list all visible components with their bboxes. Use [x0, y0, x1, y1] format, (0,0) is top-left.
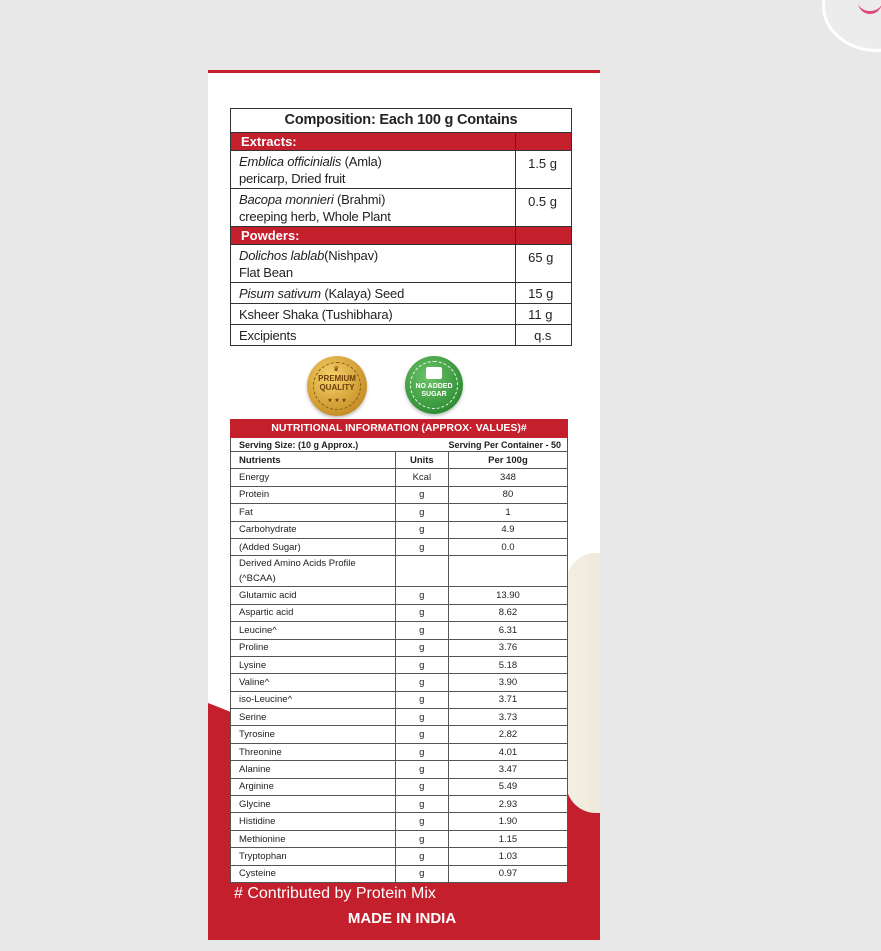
sugar-cube-icon [426, 367, 442, 379]
nutrition-column-headers [231, 452, 568, 469]
nutrition-row [231, 761, 568, 778]
nutrient-unit: Kcal [395, 469, 448, 486]
composition-row [231, 304, 572, 325]
nutrient-unit: g [395, 726, 448, 743]
ingredient-part: creeping herb, Whole Plant [239, 209, 391, 224]
ingredient-common-name: Excipients [239, 328, 297, 343]
nutrient-unit [395, 556, 448, 587]
nutrient-name: Proline [231, 639, 396, 656]
nutrient-name: Fat [231, 504, 396, 521]
nutrient-unit: g [395, 830, 448, 847]
nutrient-unit: g [395, 504, 448, 521]
nutrition-row [231, 865, 568, 882]
nutrition-row [231, 639, 568, 656]
ingredient-amount: 15 g [516, 283, 572, 304]
nutrition-row [231, 848, 568, 865]
nutrition-row [231, 587, 568, 604]
ingredient-amount: 65 g [516, 245, 572, 283]
composition-row [231, 189, 572, 227]
nutrient-name: Alanine [231, 761, 396, 778]
premium-quality-badge [307, 356, 367, 416]
crown-icon: ♛ [333, 366, 340, 373]
serving-row [231, 438, 568, 452]
serving-per-container: Serving Per Container - 50 [448, 438, 567, 452]
footnote-protein-mix: # Contributed by Protein Mix [234, 885, 436, 902]
nutrient-unit: g [395, 587, 448, 604]
nutrient-value: 4.9 [448, 521, 567, 538]
nutrition-row [231, 796, 568, 813]
composition-table [230, 108, 572, 346]
ingredient-name [231, 325, 516, 346]
nutrient-name: Serine [231, 709, 396, 726]
product-cream-visual [566, 553, 600, 813]
ingredient-botanical-name: Bacopa monnieri [239, 192, 334, 207]
nutrient-value: 3.71 [448, 691, 567, 708]
ingredient-name [231, 189, 516, 227]
nutrition-row [231, 830, 568, 847]
product-label-panel [208, 70, 600, 940]
nutrient-unit: g [395, 656, 448, 673]
nutrition-row [231, 538, 568, 555]
ingredient-name [231, 151, 516, 189]
nutrient-name: Energy [231, 469, 396, 486]
nutrient-unit: g [395, 848, 448, 865]
powders-section-label: Powders: [231, 227, 516, 245]
nutrient-unit: g [395, 796, 448, 813]
nutrient-name: Aspartic acid [231, 604, 396, 621]
ingredient-name [231, 304, 516, 325]
nutrient-unit: g [395, 761, 448, 778]
ingredient-botanical-name: Pisum sativum [239, 286, 321, 301]
sugar-badge-line1: NO ADDED [415, 383, 453, 390]
nutrient-unit: g [395, 709, 448, 726]
nutrient-name: Lysine [231, 656, 396, 673]
composition-title-row [231, 109, 572, 133]
nutrition-row [231, 726, 568, 743]
composition-row [231, 245, 572, 283]
nutrient-name: Leucine^ [231, 622, 396, 639]
nutrient-name: Methionine [231, 830, 396, 847]
ingredient-common-name: (Nishpav) [324, 248, 378, 263]
composition-title: Composition: Each 100 g Contains [231, 109, 572, 133]
nutrient-unit: g [395, 486, 448, 503]
extracts-section-label: Extracts: [231, 133, 516, 151]
ingredient-amount: q.s [516, 325, 572, 346]
nutrition-row [231, 709, 568, 726]
nutrient-unit: g [395, 538, 448, 555]
nutrient-name: Glutamic acid [231, 587, 396, 604]
composition-row [231, 283, 572, 304]
column-header-units: Units [395, 452, 448, 469]
nutrient-unit: g [395, 813, 448, 830]
nutrition-row [231, 674, 568, 691]
nutrient-unit: g [395, 622, 448, 639]
nutrition-row [231, 813, 568, 830]
nutrient-name: Arginine [231, 778, 396, 795]
nutrient-value: 5.49 [448, 778, 567, 795]
nutrition-row [231, 604, 568, 621]
ingredient-common-name: Ksheer Shaka (Tushibhara) [239, 307, 393, 322]
column-header-per100g: Per 100g [448, 452, 567, 469]
ingredient-botanical-name: Dolichos lablab [239, 248, 325, 263]
nutrient-value: 6.31 [448, 622, 567, 639]
nutrition-row [231, 622, 568, 639]
nutrition-table [230, 419, 568, 883]
ingredient-part: Flat Bean [239, 265, 293, 280]
nutrient-name: Tryptophan [231, 848, 396, 865]
no-added-sugar-badge [405, 356, 463, 414]
stars-icon: ★ ★ ★ [327, 398, 347, 404]
nutrition-title: NUTRITIONAL INFORMATION (APPROX· VALUES)# [231, 420, 568, 438]
nutrient-value: 3.47 [448, 761, 567, 778]
ingredient-name [231, 283, 516, 304]
nutrient-value: 2.93 [448, 796, 567, 813]
nutrient-value: 3.90 [448, 674, 567, 691]
nutrient-unit: g [395, 691, 448, 708]
nutrient-name: iso-Leucine^ [231, 691, 396, 708]
nutrition-row [231, 778, 568, 795]
nutrient-unit: g [395, 521, 448, 538]
nutrient-name: Protein [231, 486, 396, 503]
premium-badge-line1: PREMIUM [318, 374, 356, 383]
ingredient-part: pericarp, Dried fruit [239, 171, 346, 186]
nutrient-name: Derived Amino Acids Profile (^BCAA) [231, 556, 396, 587]
premium-badge-line2: QUALITY [319, 383, 355, 392]
nutrient-value: 5.18 [448, 656, 567, 673]
nutrient-value: 1 [448, 504, 567, 521]
nutrient-value [448, 556, 567, 587]
column-header-nutrients: Nutrients [231, 452, 396, 469]
nutrient-name: Tyrosine [231, 726, 396, 743]
made-in-india: MADE IN INDIA [347, 910, 457, 927]
ingredient-common-name: (Amla) [341, 154, 382, 169]
nutrient-name: (Added Sugar) [231, 538, 396, 555]
nutrient-unit: g [395, 865, 448, 882]
ingredient-botanical-name: Emblica officinialis [239, 154, 342, 169]
nutrition-title-row [231, 420, 568, 438]
ingredient-amount: 1.5 g [516, 151, 572, 189]
nutrient-value: 1.15 [448, 830, 567, 847]
nutrient-value: 13.90 [448, 587, 567, 604]
nutrient-value: 4.01 [448, 743, 567, 760]
composition-row [231, 151, 572, 189]
nutrition-row [231, 743, 568, 760]
nutrient-name: Cysteine [231, 865, 396, 882]
nutrition-row [231, 556, 568, 587]
ingredient-common-name: (Kalaya) Seed [320, 286, 405, 301]
powders-section-header [231, 227, 572, 245]
nutrient-value: 80 [448, 486, 567, 503]
nutrient-value: 0.0 [448, 538, 567, 555]
nutrition-row [231, 486, 568, 503]
nutrition-row [231, 656, 568, 673]
nutrient-name: Histidine [231, 813, 396, 830]
nutrition-row [231, 691, 568, 708]
nutrient-value: 2.82 [448, 726, 567, 743]
nutrient-unit: g [395, 778, 448, 795]
ingredient-amount: 11 g [516, 304, 572, 325]
nutrient-unit: g [395, 639, 448, 656]
nutrient-value: 348 [448, 469, 567, 486]
nutrient-unit: g [395, 674, 448, 691]
nutrient-unit: g [395, 604, 448, 621]
nutrient-value: 8.62 [448, 604, 567, 621]
nutrient-value: 1.90 [448, 813, 567, 830]
nutrient-value: 3.76 [448, 639, 567, 656]
nutrient-name: Carbohydrate [231, 521, 396, 538]
nutrient-value: 3.73 [448, 709, 567, 726]
ingredient-common-name: (Brahmi) [333, 192, 386, 207]
nutrient-name: Valine^ [231, 674, 396, 691]
nutrient-value: 1.03 [448, 848, 567, 865]
nutrient-name: Glycine [231, 796, 396, 813]
nutrition-row [231, 469, 568, 486]
ingredient-amount: 0.5 g [516, 189, 572, 227]
nutrient-value: 0.97 [448, 865, 567, 882]
composition-row [231, 325, 572, 346]
extracts-section-header [231, 133, 572, 151]
nutrient-name: Threonine [231, 743, 396, 760]
serving-size: Serving Size: (10 g Approx.) [231, 438, 449, 452]
nutrient-unit: g [395, 743, 448, 760]
nutrition-row [231, 521, 568, 538]
sugar-badge-line2: SUGAR [421, 391, 447, 398]
nutrition-row [231, 504, 568, 521]
ingredient-name [231, 245, 516, 283]
